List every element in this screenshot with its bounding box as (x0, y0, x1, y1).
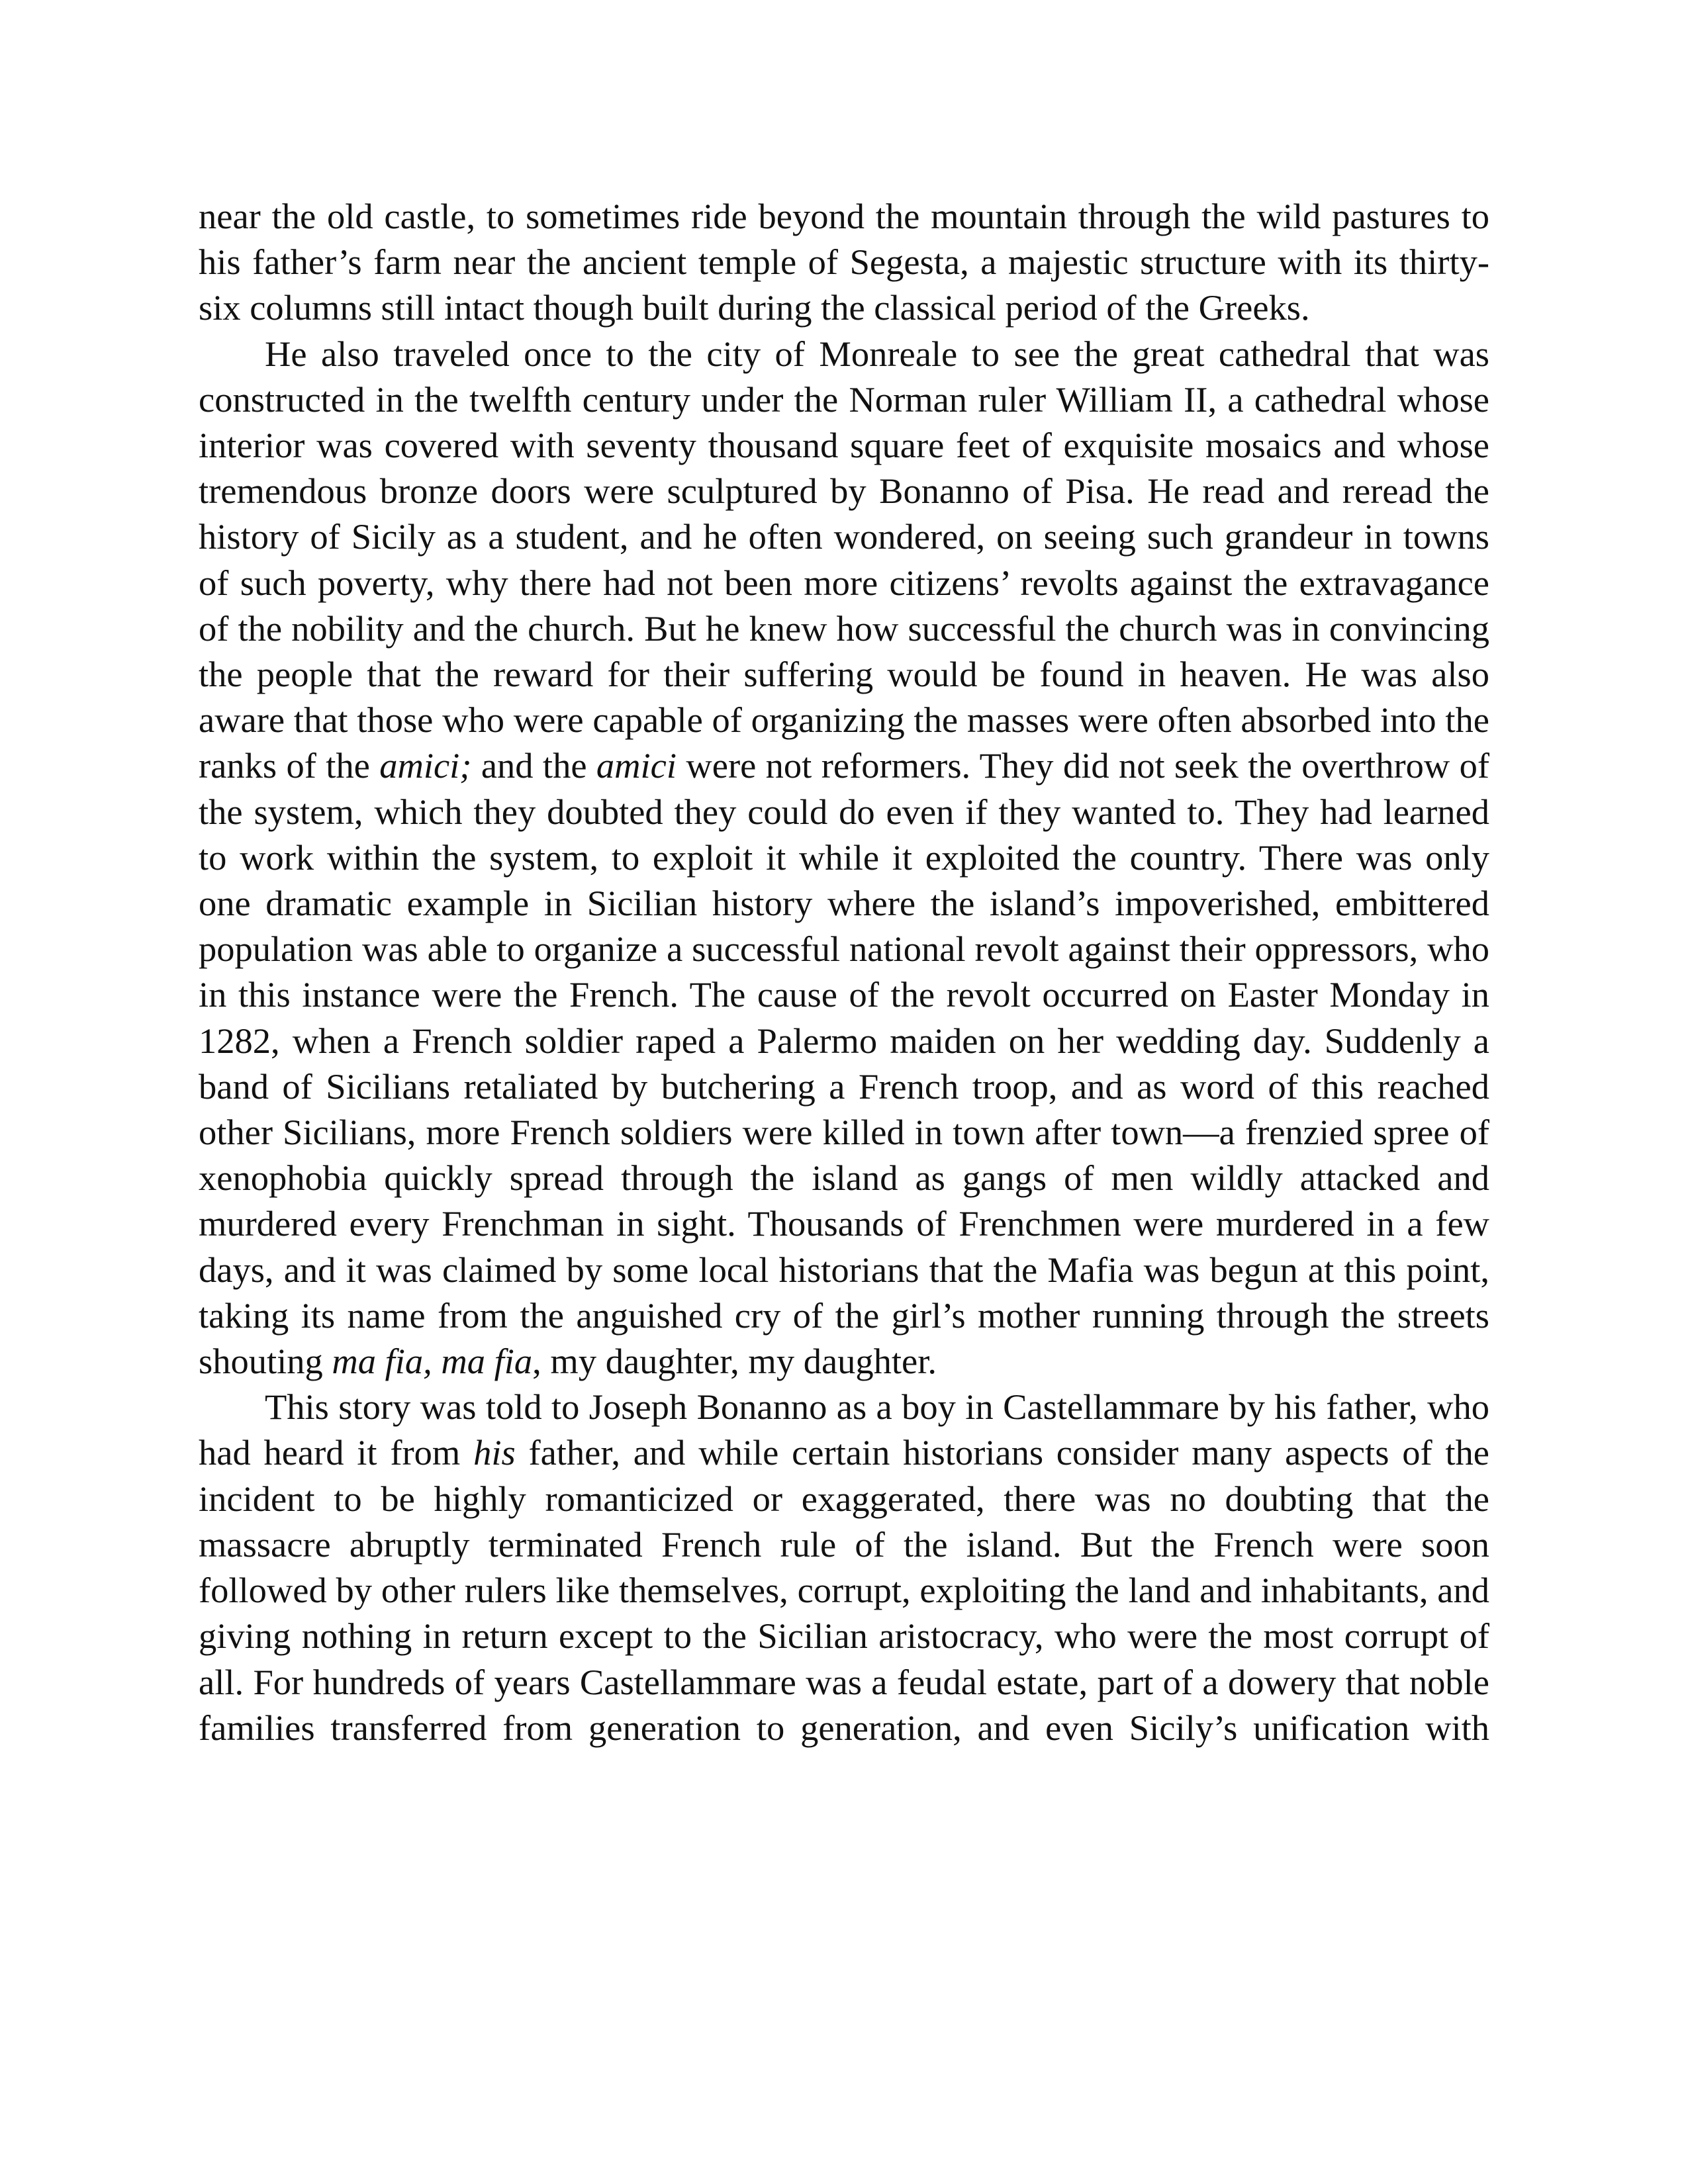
paragraph-2-italic-amici-1: amici; (379, 745, 472, 786)
paragraph-1-text: near the old castle, to sometimes ride beyond the mountain through the wild pastures to his father’s farm near the ancient temple of Segesta, a majestic structure with its thirty-six columns still intact though built during the classical period of the Greeks. (199, 196, 1489, 328)
paragraph-2-text-2: and the (471, 745, 596, 786)
paragraph-2 (199, 331, 1489, 1385)
paragraph-3-text-2: father, and while certain historians consider many aspects of the incident to be highly romanticized or exaggerated, there was no doubting that the massacre abruptly terminated French rule of the island. But the French were soon followed by other rulers like themselves, corrupt, exploiting the land and inhabitants, and giving nothing in return except to the Sicilian aristocracy, who were the most corrupt of all. For hundreds of years Castellammare was a feudal estate, part of a dowery that noble families transferred from generation to generation, and even Sicily’s unification with (199, 1432, 1489, 1748)
paragraph-2-italic-ma-fia: ma fia, ma fia (332, 1341, 533, 1382)
paragraph-2-text-3: were not reformers. They did not seek the overthrow of the system, which they doubted they could do even if they wanted to. They had learned to work within the system, to exploit it while it exploited the country. There was only one dramatic example in Sicilian history where the island’s impoverished, embittered population was able to organize a successful national revolt against their oppressors, who in this instance were the French. The cause of the revolt occurred on Easter Monday in 1282, when a French soldier raped a Palermo maiden on her wedding day. Suddenly a band of Sicilians retaliated by butchering a French troop, and as word of this reached other Sicilians, more French soldiers were killed in town after town—a frenzied spree of xenophobia quickly spread through the island as gangs of men wildly attacked and murdered every Frenchman in sight. Thousands of Frenchmen were murdered in a few days, and it was claimed by some local historians that the Mafia was begun at this point, taking its name from the anguished cry of the girl’s mother running through the streets shouting (199, 745, 1489, 1382)
paragraph-3 (199, 1384, 1489, 1751)
paragraph-2-text-4: , my daughter, my daughter. (532, 1341, 937, 1382)
body-text (199, 193, 1489, 1751)
paragraph-1 (199, 193, 1489, 331)
paragraph-2-italic-amici-2: amici (596, 745, 677, 786)
paragraph-3-italic-his: his (473, 1432, 516, 1473)
paragraph-3-text-1: This story was told to Joseph Bonanno as a boy in Castellammare by his father, who had heard it from (199, 1387, 1489, 1473)
paragraph-2-text-1: He also traveled once to the city of Monreale to see the great cathedral that was constructed in the twelfth century under the Norman ruler William II, a cathedral whose interior was covered with seventy thousand square feet of exquisite mosaics and whose tremendous bronze doors were sculptured by Bonanno of Pisa. He read and reread the history of Sicily as a student, and he often wondered, on seeing such grandeur in towns of such poverty, why there had not been more citizens’ revolts against the extravagance of the nobility and the church. But he knew how successful the church was in convincing the people that the reward for their suffering would be found in heaven. He was also aware that those who were capable of organizing the masses were often absorbed into the ranks of the (199, 333, 1489, 786)
